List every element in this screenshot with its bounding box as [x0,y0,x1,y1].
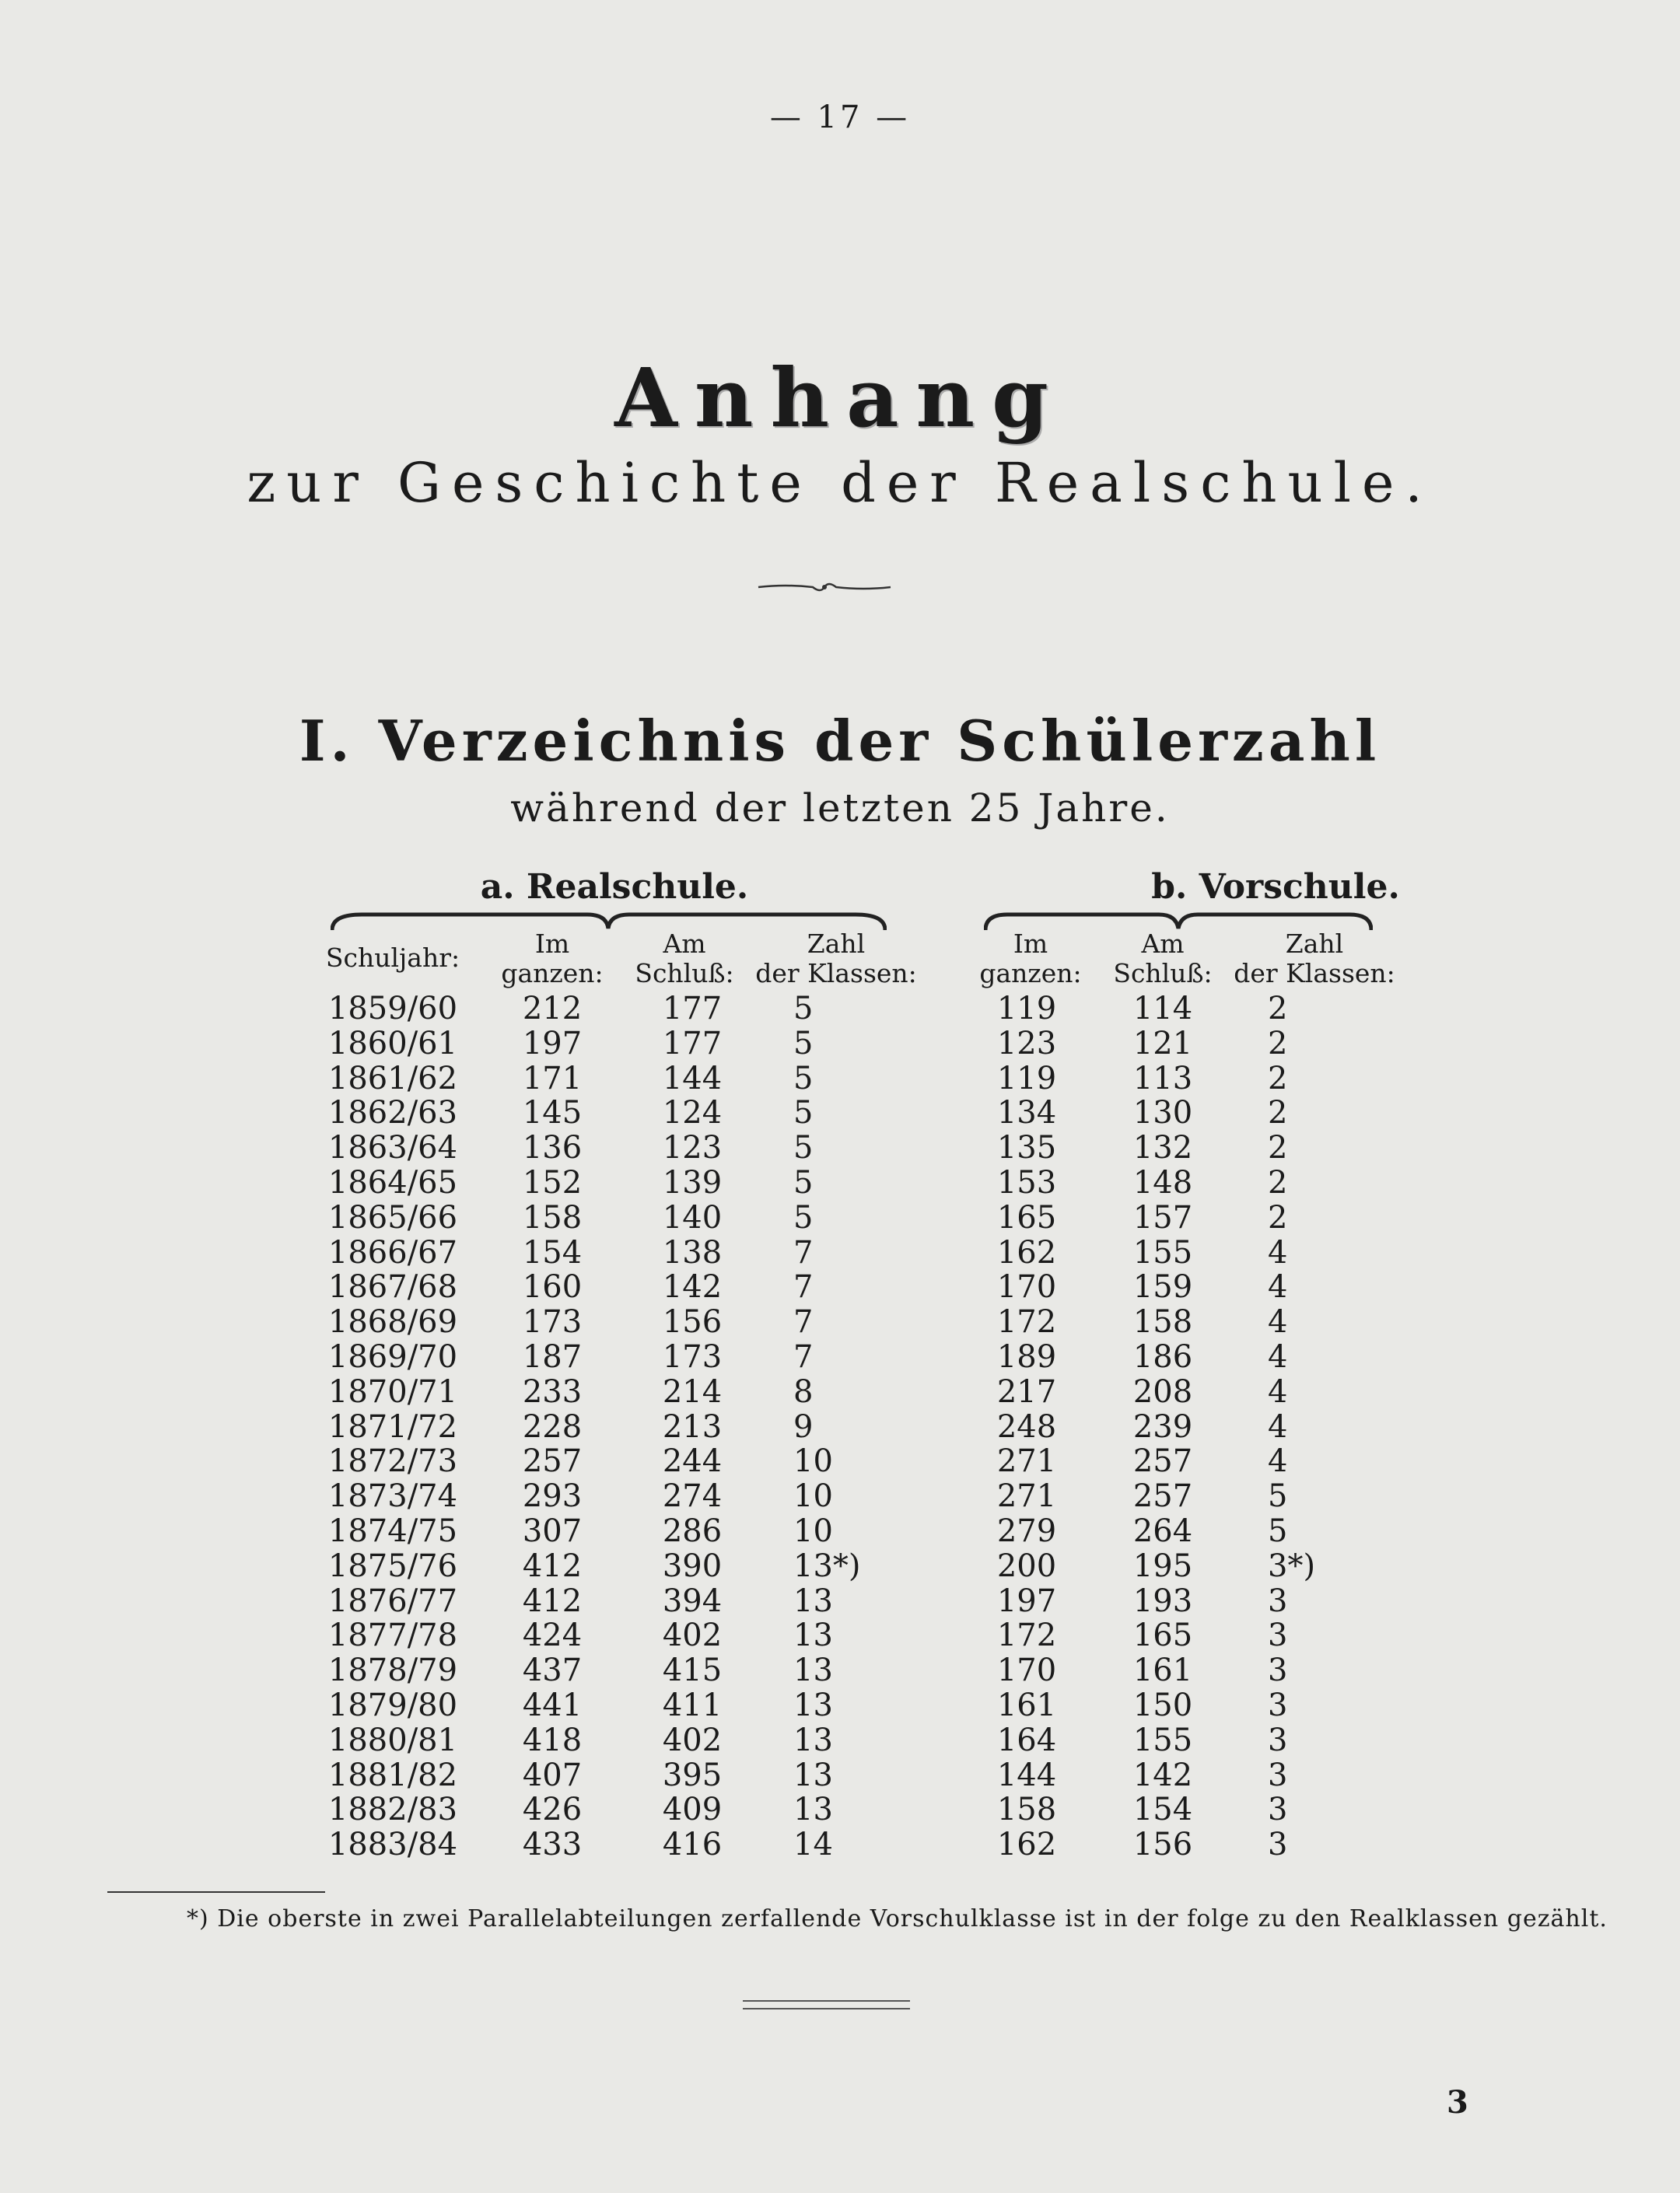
table-cell: 8 [793,1373,814,1410]
table-cell: 433 [522,1827,583,1863]
table-cell: 172 [996,1304,1057,1341]
table-cell: 1860/61 [327,1025,458,1062]
table-cell: 213 [662,1408,723,1445]
section-subheading: während der letzten 25 Jahre. [510,785,1170,831]
table-cell: 148 [1132,1164,1193,1201]
table-cell: 1872/73 [327,1443,458,1480]
table-cell: 195 [1132,1548,1193,1584]
table-cell: 9 [793,1408,814,1445]
table-cell: 142 [1132,1757,1193,1793]
table-cell: 437 [522,1653,583,1689]
table-cell: 132 [1132,1130,1193,1166]
column-b-classes [1268,992,1361,1862]
header-b-end: Am Schluß: [1113,929,1213,988]
table-cell: 415 [662,1653,723,1689]
table-cell: 1861/62 [327,1060,458,1096]
table-cell: 114 [1132,991,1193,1027]
table-cell: 2 [1268,1164,1288,1201]
table-cell: 170 [996,1269,1057,1306]
table-cell: 13*) [793,1548,861,1584]
table-cell: 228 [522,1408,583,1445]
table-cell: 161 [996,1687,1057,1723]
table-cell: 5 [793,1164,814,1201]
table-cell: 257 [1132,1478,1193,1515]
table-cell: 1881/82 [327,1757,458,1793]
table-cell: 156 [1132,1827,1193,1863]
table-cell: 3 [1268,1757,1288,1793]
table-cell: 1859/60 [327,991,458,1027]
table-cell: 1880/81 [327,1722,458,1758]
table-cell: 155 [1132,1234,1193,1271]
table-cell: 5 [793,1199,814,1236]
table-cell: 154 [1132,1792,1193,1828]
group-heading-realschule: a. Realschule. [480,867,749,907]
table-cell: 5 [793,1095,814,1131]
table-cell: 286 [662,1513,723,1549]
main-subtitle: zur Geschichte der Realschule. [247,451,1433,515]
table-cell: 5 [793,1130,814,1166]
table-cell: 5 [1268,1478,1288,1515]
header-a-classes: Zahl der Klassen: [755,929,917,988]
table-cell: 172 [996,1618,1057,1654]
table-cell: 158 [996,1792,1057,1828]
table-cell: 426 [522,1792,583,1828]
table-cell: 233 [522,1373,583,1410]
table-cell: 7 [793,1338,814,1375]
table-cell: 165 [996,1199,1057,1236]
table-cell: 3*) [1268,1548,1316,1584]
column-b-total [964,992,1089,1862]
table-cell: 2 [1268,1095,1288,1131]
table-cell: 1866/67 [327,1234,458,1271]
table-cell: 123 [662,1130,723,1166]
table-cell: 156 [662,1304,723,1341]
table-cell: 177 [662,1025,723,1062]
table-cell: 187 [522,1338,583,1375]
table-cell: 5 [793,1025,814,1062]
table-cell: 416 [662,1827,723,1863]
table-cell: 7 [793,1234,814,1271]
table-cell: 395 [662,1757,723,1793]
table-cell: 394 [662,1583,723,1619]
ornament-divider [754,572,894,603]
table-cell: 402 [662,1618,723,1654]
table-cell: 14 [793,1827,833,1863]
table-cell: 145 [522,1095,583,1131]
table-cell: 153 [996,1164,1057,1201]
table-cell: 193 [1132,1583,1193,1619]
page-number: — 17 — [769,100,911,135]
table-cell: 158 [1132,1304,1193,1341]
table-cell: 2 [1268,1199,1288,1236]
table-cell: 144 [662,1060,723,1096]
header-a-total: Im ganzen: [501,929,604,988]
table-cell: 158 [522,1199,583,1236]
table-cell: 1873/74 [327,1478,458,1515]
table-cell: 1875/76 [327,1548,458,1584]
table-cell: 160 [522,1269,583,1306]
table-cell: 1878/79 [327,1653,458,1689]
table-cell: 13 [793,1757,833,1793]
table-cell: 119 [996,991,1057,1027]
table-cell: 13 [793,1653,833,1689]
table-cell: 124 [662,1095,723,1131]
table-cell: 13 [793,1722,833,1758]
header-b-total: Im ganzen: [979,929,1082,988]
header-a-end: Am Schluß: [635,929,734,988]
table-cell: 186 [1132,1338,1193,1375]
main-title: Anhang [614,350,1066,446]
table-cell: 411 [662,1687,723,1723]
table-cell: 4 [1268,1234,1288,1271]
table-cell: 119 [996,1060,1057,1096]
table-cell: 2 [1268,1060,1288,1096]
table-cell: 390 [662,1548,723,1584]
table-cell: 10 [793,1513,833,1549]
table-cell: 152 [522,1164,583,1201]
table-cell: 217 [996,1373,1057,1410]
table-cell: 144 [996,1757,1057,1793]
table-cell: 121 [1132,1025,1193,1062]
table-cell: 2 [1268,1130,1288,1166]
table-cell: 171 [522,1060,583,1096]
table-cell: 2 [1268,1025,1288,1062]
table-cell: 2 [1268,991,1288,1027]
table-cell: 271 [996,1443,1057,1480]
table-cell: 165 [1132,1618,1193,1654]
footnote: *) Die oberste in zwei Parallelabteilungen zerfallende Vorschulklasse ist in der folge zu den Realklassen gezählt. [187,1905,1608,1932]
table-cell: 162 [996,1234,1057,1271]
table-cell: 173 [662,1338,723,1375]
table-cell: 3 [1268,1583,1288,1619]
table-cell: 5 [1268,1513,1288,1549]
table-cell: 3 [1268,1792,1288,1828]
table-cell: 307 [522,1513,583,1549]
table-cell: 139 [662,1164,723,1201]
column-a-total [490,992,614,1862]
table-cell: 1883/84 [327,1827,458,1863]
table-cell: 1864/65 [327,1164,458,1201]
table-cell: 140 [662,1199,723,1236]
table-cell: 412 [522,1583,583,1619]
table-cell: 271 [996,1478,1057,1515]
column-a-classes [793,992,887,1862]
table-cell: 1870/71 [327,1373,458,1410]
table-cell: 173 [522,1304,583,1341]
table-cell: 3 [1268,1827,1288,1863]
table-cell: 212 [522,991,583,1027]
header-schuljahr: Schuljahr: [325,943,460,973]
table-cell: 13 [793,1583,833,1619]
table-cell: 1871/72 [327,1408,458,1445]
table-cell: 162 [996,1827,1057,1863]
bottom-double-rule [743,2000,910,2009]
table-cell: 113 [1132,1060,1193,1096]
table-cell: 4 [1268,1373,1288,1410]
table-cell: 150 [1132,1687,1193,1723]
table-cell: 441 [522,1687,583,1723]
table-cell: 161 [1132,1653,1193,1689]
table-cell: 1869/70 [327,1338,458,1375]
table-cell: 244 [662,1443,723,1480]
table-cell: 257 [1132,1443,1193,1480]
table-cell: 4 [1268,1304,1288,1341]
table-cell: 4 [1268,1443,1288,1480]
table-cell: 3 [1268,1618,1288,1654]
group-heading-vorschule: b. Vorschule. [1151,867,1400,907]
table-cell: 142 [662,1269,723,1306]
table-cell: 274 [662,1478,723,1515]
table-cell: 123 [996,1025,1057,1062]
table-cell: 1877/78 [327,1618,458,1654]
table-cell: 130 [1132,1095,1193,1131]
table-cell: 200 [996,1548,1057,1584]
table-cell: 248 [996,1408,1057,1445]
table-cell: 197 [522,1025,583,1062]
table-cell: 293 [522,1478,583,1515]
table-cell: 412 [522,1548,583,1584]
column-schuljahr [315,992,471,1862]
section-heading: I. Verzeichnis der Schülerzahl [299,708,1381,774]
table-cell: 13 [793,1687,833,1723]
footnote-rule [107,1891,325,1893]
table-cell: 189 [996,1338,1057,1375]
table-cell: 7 [793,1304,814,1341]
signature-mark: 3 [1447,2084,1468,2121]
table-cell: 5 [793,991,814,1027]
table-cell: 7 [793,1269,814,1306]
table-cell: 1862/63 [327,1095,458,1131]
table-cell: 10 [793,1443,833,1480]
table-cell: 157 [1132,1199,1193,1236]
table-cell: 1865/66 [327,1199,458,1236]
table-cell: 4 [1268,1408,1288,1445]
table-cell: 164 [996,1722,1057,1758]
table-cell: 4 [1268,1269,1288,1306]
table-cell: 208 [1132,1373,1193,1410]
table-cell: 3 [1268,1722,1288,1758]
table-cell: 13 [793,1618,833,1654]
table-cell: 279 [996,1513,1057,1549]
table-cell: 3 [1268,1653,1288,1689]
table-cell: 239 [1132,1408,1193,1445]
table-cell: 418 [522,1722,583,1758]
table-cell: 214 [662,1373,723,1410]
table-cell: 409 [662,1792,723,1828]
table-cell: 424 [522,1618,583,1654]
table-cell: 13 [793,1792,833,1828]
table-cell: 134 [996,1095,1057,1131]
table-cell: 197 [996,1583,1057,1619]
column-b-end [1101,992,1225,1862]
table-cell: 155 [1132,1722,1193,1758]
table-cell: 1868/69 [327,1304,458,1341]
table-cell: 3 [1268,1687,1288,1723]
table-cell: 1867/68 [327,1269,458,1306]
table-cell: 407 [522,1757,583,1793]
table-cell: 257 [522,1443,583,1480]
table-cell: 5 [793,1060,814,1096]
table-cell: 170 [996,1653,1057,1689]
table-cell: 159 [1132,1269,1193,1306]
table-cell: 1882/83 [327,1792,458,1828]
table-cell: 136 [522,1130,583,1166]
header-b-classes: Zahl der Klassen: [1234,929,1395,988]
table-cell: 154 [522,1234,583,1271]
table-cell: 10 [793,1478,833,1515]
table-cell: 1874/75 [327,1513,458,1549]
table-cell: 1863/64 [327,1130,458,1166]
table-cell: 264 [1132,1513,1193,1549]
table-cell: 177 [662,991,723,1027]
table-cell: 4 [1268,1338,1288,1375]
table-cell: 138 [662,1234,723,1271]
table-cell: 402 [662,1722,723,1758]
column-a-end [630,992,754,1862]
table-cell: 1879/80 [327,1687,458,1723]
table-cell: 1876/77 [327,1583,458,1619]
table-cell: 135 [996,1130,1057,1166]
